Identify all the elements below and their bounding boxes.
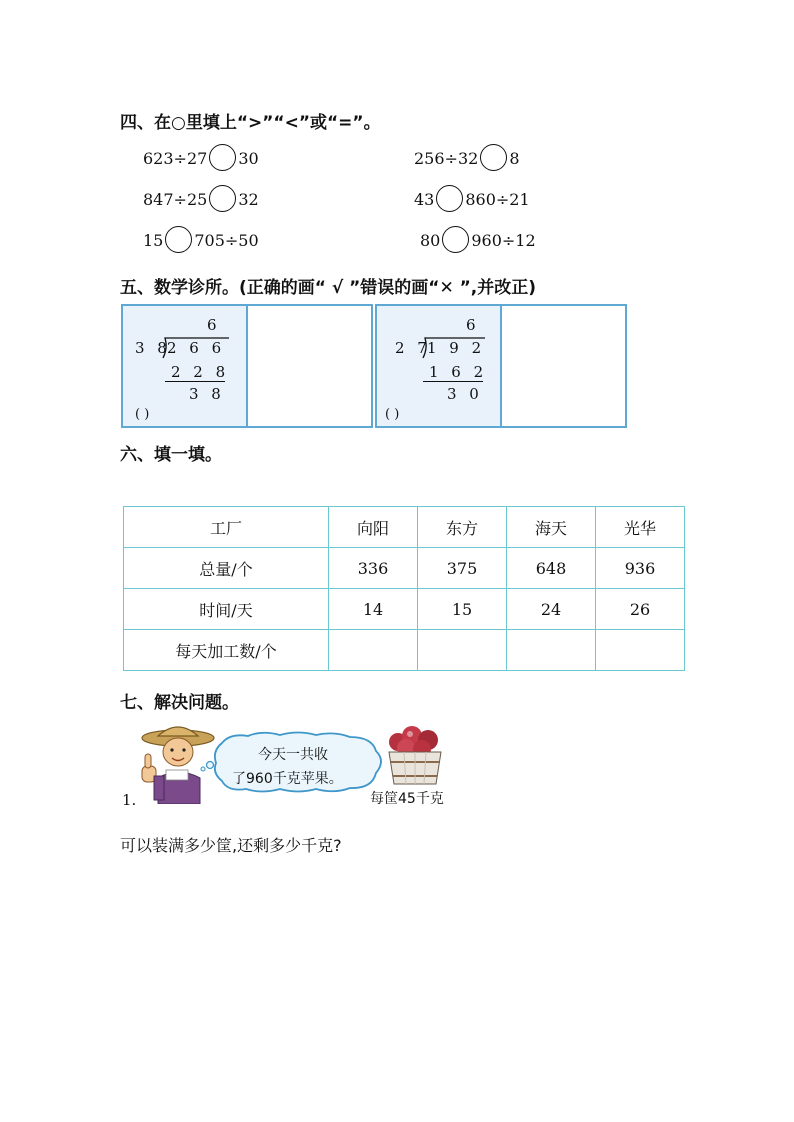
table-cell: 24 — [507, 589, 596, 630]
apple-basket-illustration — [384, 722, 446, 786]
product: 2 2 8 — [171, 363, 230, 381]
table-row-label: 总量/个 — [124, 548, 329, 589]
compare-circle[interactable] — [480, 144, 507, 171]
table-cell: 15 — [418, 589, 507, 630]
answer-cell[interactable] — [418, 630, 507, 671]
compare-expression — [143, 228, 259, 255]
section4-title: 四、在○里填上“>”“<”或“=”。 — [120, 113, 381, 133]
compare-circle[interactable] — [442, 226, 469, 253]
compare-expression — [143, 187, 259, 214]
expr-right: 30 — [238, 149, 259, 168]
expr-left: 847÷25 — [143, 190, 208, 209]
factory-table — [123, 506, 685, 671]
table-row-label: 每天加工数/个 — [124, 630, 329, 671]
table-cell: 14 — [329, 589, 418, 630]
expr-left: 80 — [420, 231, 441, 250]
answer-cell[interactable] — [596, 630, 685, 671]
subtraction-line — [423, 381, 483, 382]
remainder: 3 0 — [447, 385, 483, 403]
expr-right: 705÷50 — [194, 231, 259, 250]
speech-text-line1: 今天一共收 — [258, 747, 328, 763]
table-row — [124, 589, 685, 630]
table-header-row — [124, 507, 685, 548]
compare-expression — [414, 187, 530, 214]
table-cell: 375 — [418, 548, 507, 589]
compare-circle[interactable] — [209, 185, 236, 212]
dividend: 2 6 6 — [167, 339, 226, 357]
answer-cell[interactable] — [507, 630, 596, 671]
expr-left: 256÷32 — [414, 149, 479, 168]
answer-parentheses[interactable]: ( ) — [135, 407, 150, 422]
table-cell: 336 — [329, 548, 418, 589]
table-cell: 936 — [596, 548, 685, 589]
table-header-cell: 海天 — [507, 507, 596, 548]
expr-right: 960÷12 — [471, 231, 536, 250]
divisor: 2 7 — [395, 339, 431, 357]
product: 1 6 2 — [429, 363, 488, 381]
table-cell: 26 — [596, 589, 685, 630]
quotient: 6 — [466, 316, 480, 334]
section7-title: 七、解决问题。 — [120, 693, 239, 713]
division-work-box — [121, 304, 248, 428]
expr-right: 8 — [509, 149, 520, 168]
expr-left: 15 — [143, 231, 164, 250]
question-text: 可以装满多少筐,还剩多少千克? — [120, 836, 342, 855]
table-header-cell: 光华 — [596, 507, 685, 548]
dividend: 1 9 2 — [427, 339, 486, 357]
expr-right: 32 — [238, 190, 259, 209]
answer-cell[interactable] — [329, 630, 418, 671]
quotient: 6 — [207, 316, 221, 334]
speech-text-line2: 了960千克苹果。 — [232, 771, 343, 787]
section6-title: 六、填一填。 — [120, 445, 222, 465]
compare-circle[interactable] — [165, 226, 192, 253]
expr-left: 43 — [414, 190, 435, 209]
table-header-cell: 东方 — [418, 507, 507, 548]
expr-right: 860÷21 — [465, 190, 530, 209]
table-cell: 648 — [507, 548, 596, 589]
correction-box[interactable] — [500, 304, 627, 428]
table-header-cell: 向阳 — [329, 507, 418, 548]
table-row-label: 时间/天 — [124, 589, 329, 630]
compare-expression — [143, 146, 259, 173]
expr-left: 623÷27 — [143, 149, 208, 168]
compare-circle[interactable] — [209, 144, 236, 171]
correction-box[interactable] — [246, 304, 373, 428]
basket-label: 每筐45千克 — [370, 791, 444, 807]
divisor: 3 8 — [135, 339, 171, 357]
subtraction-line — [165, 381, 225, 382]
section5-title: 五、数学诊所。(正确的画“ √ ”错误的画“✕ ”,并改正) — [120, 278, 537, 298]
table-row — [124, 630, 685, 671]
division-work-box — [375, 304, 502, 428]
compare-expression — [414, 146, 520, 173]
compare-circle[interactable] — [436, 185, 463, 212]
answer-parentheses[interactable]: ( ) — [385, 407, 400, 422]
remainder: 3 8 — [189, 385, 225, 403]
question-number: 1. — [122, 791, 137, 809]
table-header-cell: 工厂 — [124, 507, 329, 548]
table-row — [124, 548, 685, 589]
compare-expression — [420, 228, 536, 255]
